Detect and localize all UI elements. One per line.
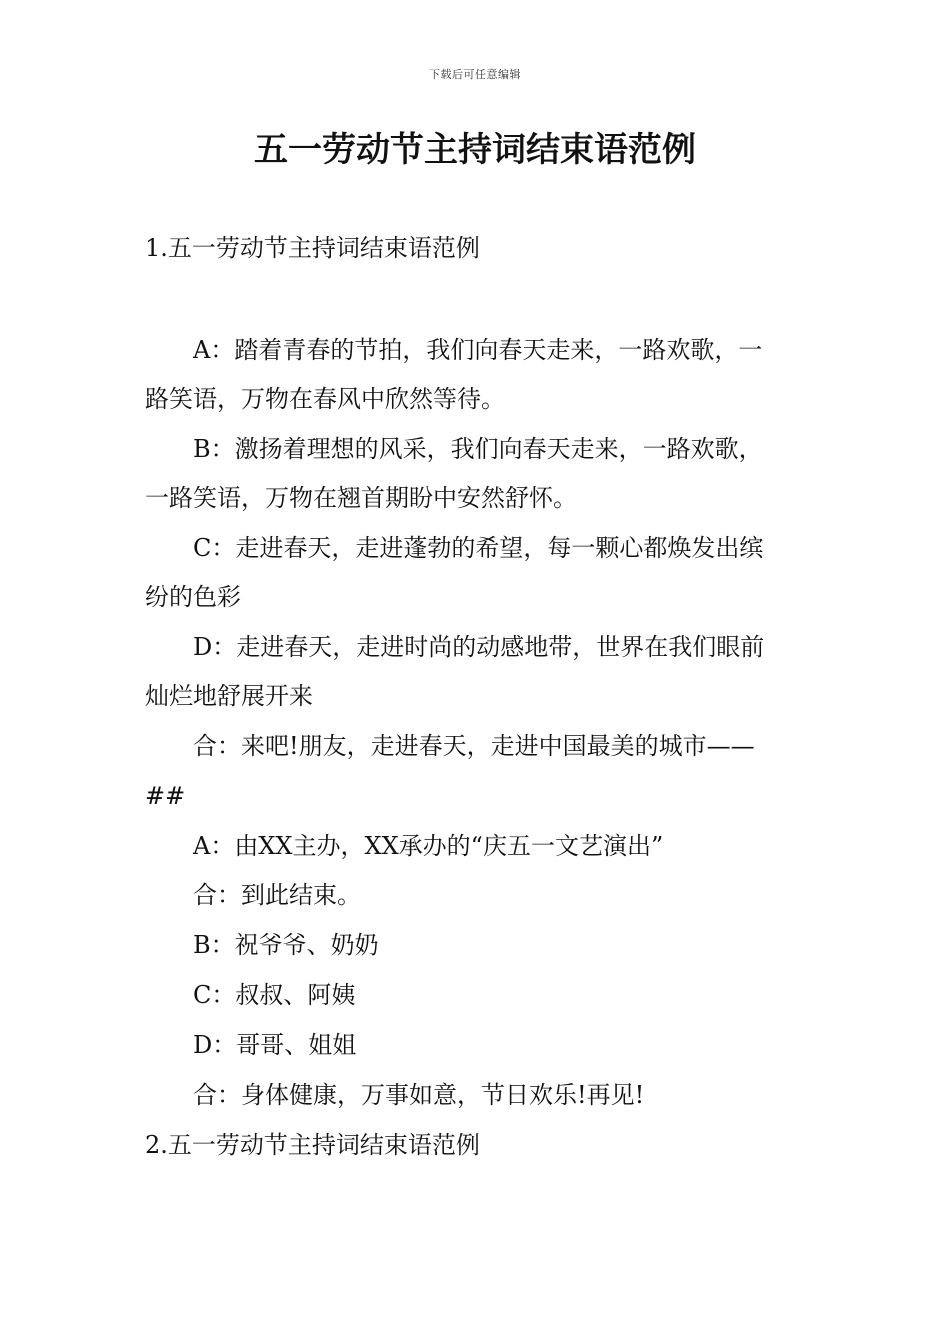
paragraph-line: 合：到此结束。	[193, 881, 361, 909]
paragraph-line: C：叔叔、阿姨	[193, 981, 356, 1009]
paragraph-line: B：激扬着理想的风采，我们向春天走来，一路欢歌，	[193, 435, 763, 463]
paragraph-line: 合：身体健康，万事如意，节日欢乐!再见!	[193, 1081, 645, 1109]
download-note: 下载后可任意编辑	[429, 68, 521, 81]
paragraph-line: 一路笑语，万物在翘首期盼中安然舒怀。	[145, 484, 577, 512]
paragraph-line: C：走进春天，走进蓬勃的希望，每一颗心都焕发出缤	[193, 534, 764, 562]
paragraph-line: 纷的色彩	[145, 583, 241, 611]
paragraph-line: A：踏着青春的节拍，我们向春天走来，一路欢歌，一	[193, 336, 763, 364]
paragraph-line: D：哥哥、姐姐	[193, 1031, 357, 1059]
paragraph-line: B：祝爷爷、奶奶	[193, 931, 379, 959]
paragraph-line: 合：来吧!朋友，走进春天，走进中国最美的城市——	[193, 732, 755, 760]
paragraph-line: 路笑语，万物在春风中欣然等待。	[145, 385, 505, 413]
document-title: 五一劳动节主持词结束语范例	[254, 130, 696, 170]
paragraph-line: 灿烂地舒展开来	[145, 682, 313, 710]
section-heading-1: 1.五一劳动节主持词结束语范例	[145, 234, 480, 262]
paragraph-line: A：由XX主办，XX承办的“庆五一文艺演出”	[193, 832, 664, 860]
paragraph-line: ##	[145, 782, 186, 810]
paragraph-line: D：走进春天，走进时尚的动感地带，世界在我们眼前	[193, 633, 765, 661]
section-heading-2: 2.五一劳动节主持词结束语范例	[145, 1131, 480, 1159]
